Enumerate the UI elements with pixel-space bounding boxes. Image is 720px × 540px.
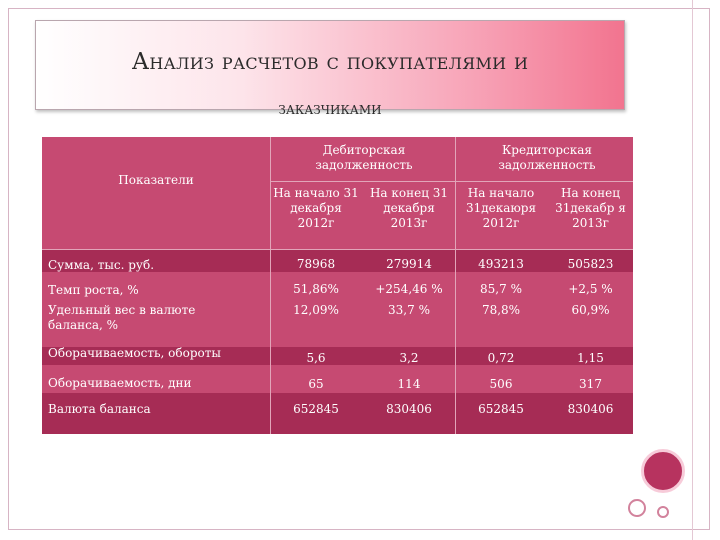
row-label: Оборачиваемость, обороты — [48, 346, 221, 360]
decorative-circle-ring — [628, 499, 646, 517]
cell-value: 51,86% — [293, 282, 339, 296]
cell-value: +2,5 % — [568, 282, 613, 296]
cell-value: 506 — [489, 377, 513, 391]
sub-header-1: На начало 31 декабря 2012г — [273, 186, 359, 230]
cell-value: 60,9% — [571, 303, 610, 317]
cell-value: 78,8% — [481, 303, 521, 317]
cell-value: 652845 — [478, 402, 524, 416]
header-sep — [271, 181, 633, 182]
cell-value: 33,7 % — [388, 303, 430, 317]
right-border-line — [692, 0, 693, 540]
row-label: Сумма, тыс. руб. — [48, 258, 155, 272]
cell-value: 114 — [397, 377, 421, 391]
cell-value: 830406 — [386, 402, 432, 416]
debit-group-header: Дебиторская задолженность — [315, 143, 413, 172]
cell-value: 1,15 — [577, 351, 604, 365]
title-line-1: Анализ расчетов с покупателями и — [131, 49, 529, 75]
sub-header-2: На конец 31 декабря 2013г — [369, 186, 449, 230]
cell-value: 12,09% — [293, 303, 339, 317]
decorative-circle-large — [641, 449, 685, 493]
cell-value: 78968 — [296, 257, 336, 271]
cell-value: 317 — [579, 377, 602, 391]
title-line-2: заказчиками — [278, 99, 382, 119]
cell-value: +254,46 % — [375, 282, 443, 296]
row-label: Оборачиваемость, дни — [48, 376, 192, 390]
cell-value: 0,72 — [487, 351, 515, 365]
row-label: Удельный вес в валюте баланса, % — [48, 303, 196, 332]
cell-value: 65 — [308, 377, 324, 391]
decorative-circle-ring-small — [657, 506, 669, 518]
credit-group-header: Кредиторская задолженность — [498, 143, 596, 172]
row-label: Темп роста, % — [48, 283, 139, 297]
cell-value: 652845 — [293, 402, 339, 416]
cell-value: 493213 — [478, 257, 524, 271]
indicator-header: Показатели — [118, 173, 194, 187]
sub-header-3: На начало 31декаюря 2012г — [465, 186, 537, 230]
row-sep — [42, 249, 633, 250]
cell-value: 3,2 — [399, 351, 419, 365]
cell-value: 85,7 % — [480, 282, 522, 296]
row-label: Валюта баланса — [48, 402, 151, 416]
cell-value: 5,6 — [306, 351, 326, 365]
cell-value: 830406 — [567, 402, 614, 416]
title-box — [35, 20, 625, 119]
sub-header-4: На конец 31декабр я 2013г — [555, 186, 626, 230]
cell-value: 505823 — [567, 257, 614, 271]
cell-value: 279914 — [386, 257, 432, 271]
analysis-table — [42, 137, 633, 434]
